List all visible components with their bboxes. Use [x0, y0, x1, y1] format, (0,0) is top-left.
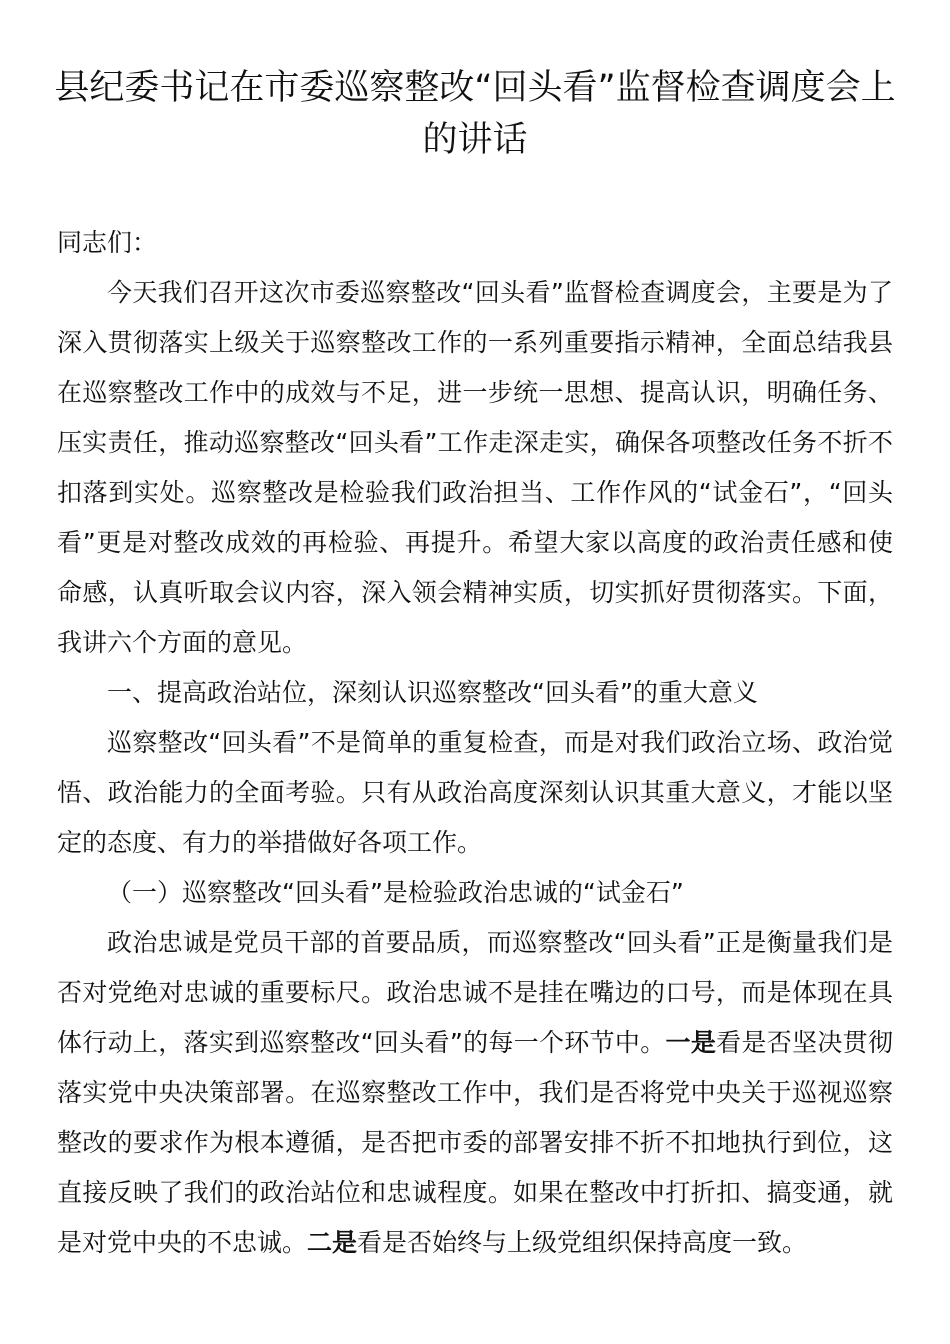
emphasis-marker: 一是 — [665, 1028, 717, 1057]
section-heading: 一、提高政治站位，深刻认识巡察整改“回头看”的重大意义 — [107, 678, 758, 707]
document-body — [57, 218, 893, 1268]
intro-paragraph: 今天我们召开这次市委巡察整改“回头看”监督检查调度会，主要是为了深入贯彻落实上级关于巡察整改工作的一系列重要指示精神，全面总结我县在巡察整改工作中的成效与不足，进一步统一思想、提高认识，明确任务、压实责任，推动巡察整改“回头看”工作走深走实，确保各项整改任务不折不扣落到实处。巡察整改是检验我们政治担当、工作作风的“试金石”，“回头看”更是对整改成效的再检验、再提升。希望大家以高度的政治责任感和使命感，认真听取会议内容，深入领会精神实质，切实抓好贯彻落实。下面，我讲六个方面的意见。 — [57, 278, 893, 657]
section-paragraph: 巡察整改“回头看”不是简单的重复检查，而是对我们政治立场、政治觉悟、政治能力的全面考验。只有从政治高度深刻认识其重大意义，才能以坚定的态度、有力的举措做好各项工作。 — [57, 728, 893, 857]
subsection-paragraph-text-b: 看是否坚决贯彻落实党中央决策部署。在巡察整改工作中，我们是否将党中央关于巡视巡察整改的要求作为根本遵循，是否把市委的部署安排不折不扣地执行到位，这直接反映了我们的政治站位和忠诚程度。如果在整改中打折扣、搞变通，就是对党中央的不忠诚。 — [57, 1028, 893, 1257]
subsection-paragraph-text-a: 政治忠诚是党员干部的首要品质，而巡察整改“回头看”正是衡量我们是否对党绝对忠诚的重要标尺。政治忠诚不是挂在嘴边的口号，而是体现在具体行动上，落实到巡察整改“回头看”的每一个环节中。 — [57, 928, 893, 1057]
document-title: 县纪委书记在市委巡察整改“回头看”监督检查调度会上的讲话 — [54, 68, 896, 160]
subsection-paragraph-text-c: 看是否始终与上级党组织保持高度一致。 — [357, 1228, 808, 1257]
emphasis-marker: 二是 — [307, 1228, 358, 1257]
subsection-heading: （一）巡察整改“回头看”是检验政治忠诚的“试金石” — [107, 878, 684, 907]
subsection-paragraph — [57, 918, 893, 1268]
salutation: 同志们： — [57, 228, 158, 257]
